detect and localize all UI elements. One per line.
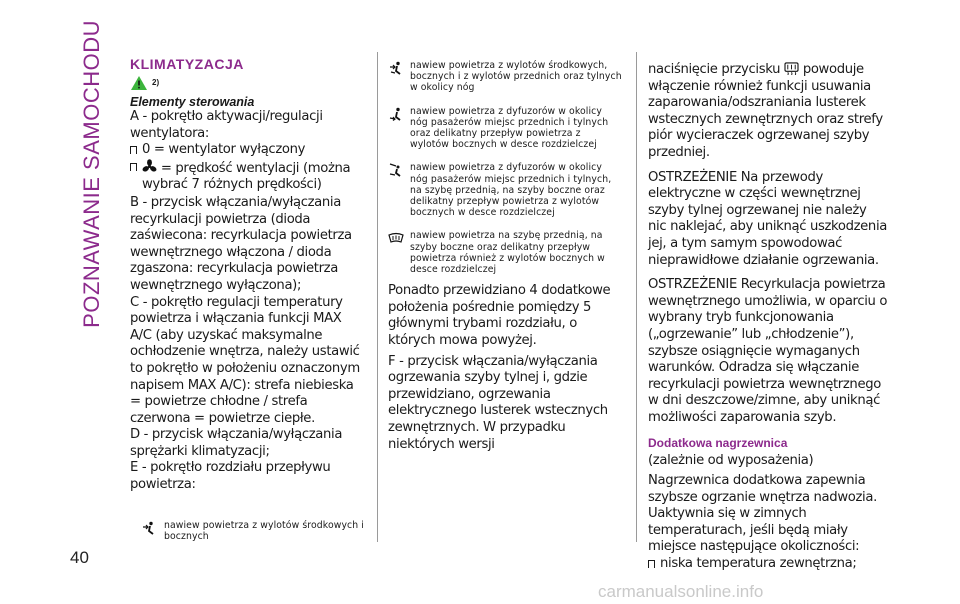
section-heading: KLIMATYZACJA: [130, 56, 244, 72]
warning-reference: [130, 75, 364, 91]
vent-mode-text: nawiew powietrza na szybę przednią, na szyby boczne oraz delikatny przepływ powietrza również z wylotów bocznych w desce rozdzielczej: [410, 230, 605, 276]
addon-heater-subtitle: (zależnie od wyposażenia): [648, 453, 814, 469]
column-1: [130, 56, 364, 542]
bullet-fan-speed-wrap: [142, 159, 364, 194]
vent-mode-face-feet: [388, 60, 622, 94]
vent-mode-text: nawiew powietrza z wylotów środkowych, bocznych i z wylotów przednich oraz tylnych w okolicy nóg: [410, 60, 622, 94]
vent-mode-face: [142, 520, 364, 542]
bullet-marker-icon: [130, 163, 137, 171]
column-divider: [377, 52, 378, 542]
column-divider: [636, 52, 637, 542]
column-3: [648, 62, 888, 573]
item-e: E - pokrętło rozdziału przepływu powietrza:: [130, 460, 331, 493]
page-number: 40: [70, 548, 89, 567]
bullet-low-temp-text: niska temperatura zewnętrzna;: [660, 556, 857, 572]
vent-mode-feet: [388, 106, 622, 151]
addon-heater-text: Nagrzewnica dodatkowa zapewnia szybsze ogrzanie wnętrza nadwozia. Uaktywnia się w zimnych temperaturach, jeśli będą miały miejsce następujące okoliczności:: [648, 473, 877, 555]
vent-mode-defrost: [388, 230, 622, 275]
watermark: carmanualsonline.info: [598, 582, 764, 601]
bullet-fan-off: [130, 142, 364, 159]
subheading: Elementy sterowania: [130, 95, 255, 109]
heated-mirrors-text-a: naciśnięcie przycisku: [648, 62, 781, 77]
bullet-fan-off-text: 0 = wentylator wyłączony: [142, 142, 306, 158]
bullet-fan-speed: [130, 159, 364, 194]
bullet-fan-speed-text: = prędkość wentylacji (można wybrać 7 różnych prędkości): [142, 160, 351, 193]
vent-mode-feet-windshield: [388, 162, 622, 218]
intermediate-positions-text: Ponadto przewidziano 4 dodatkowe położenia pośrednie pomiędzy 5 głównymi trybami rozdziału, o których mowa powyżej.: [388, 283, 611, 349]
item-d: D - przycisk włączania/wyłączania sprężarki klimatyzacji;: [130, 427, 343, 459]
vent-mode-text: nawiew powietrza z dyfuzorów w okolicy nóg pasażerów miejsc przednich i tylnych oraz delikatny przepływ powietrza z wylotów bocznych w desce rozdzielczej: [410, 105, 609, 151]
item-b: B - przycisk włączania/wyłączania recyrkulacji powietrza (dioda zaświecona: recyrkulacja powietrza wewnętrznego włączona / dioda zgaszona: recyrkulacja powietrza wewnętrznego wyłączona);: [130, 194, 352, 293]
heated-mirrors-text: [648, 62, 888, 162]
side-section-title: [72, 20, 112, 328]
bullet-low-temp: [648, 556, 888, 573]
bullet-marker-icon: [648, 560, 655, 568]
vent-mode-face-text: nawiew powietrza z wylotów środkowych i bocznych: [164, 519, 364, 542]
warning-rear-window: OSTRZEŻENIE Na przewody elektryczne w części wewnętrznej szyby tylnej ogrzewanej nie należy nic naklejać, aby uniknąć uszkodzenia jej, a tym samym spowodować nieprawidłowe działanie ogrzewania.: [648, 169, 887, 268]
warning-recirculation: OSTRZEŻENIE Recyrkulacja powietrza wewnętrznego umożliwia, w oparciu o wybrany tryb funkcjonowania („ogrzewanie” lub „chłodzenie”), szybsze osiągnięcie wymaganych warunków. Odradza się włączanie recyrkulacji powietrza wewnętrznego w dni deszczowe/zimne, aby uniknąć możliwości zaparowania szyb.: [648, 277, 888, 425]
column-2: [388, 60, 622, 453]
bullet-marker-icon: [130, 146, 137, 154]
warning-triangle-icon: [130, 75, 148, 91]
item-a: A - pokrętło aktywacji/regulacji wentylatora:: [130, 109, 323, 141]
vent-face-icon: [142, 521, 158, 535]
vent-feet-windshield-icon: [388, 163, 404, 177]
warning-ref-number: 2): [152, 78, 160, 87]
side-section-title-text: POZNAWANIE SAMOCHODU: [79, 20, 104, 328]
heated-mirrors-text-b: powoduje włączenie również funkcji usuwania zaparowania/odszraniania lusterek wstecznych zewnętrznych oraz strefy piór wycieraczek ogrzewanej szyby przedniej.: [648, 62, 883, 160]
vent-mode-text: nawiew powietrza z dyfuzorów w okolicy nóg pasażerów miejsc przednich i tylnych, na szybę przednią, na szyby boczne oraz delikatny przepływ powietrza z wylotów bocznych w desce rozdzielczej: [410, 162, 612, 219]
vent-feet-icon: [388, 107, 404, 121]
item-f: F - przycisk włączania/wyłączania ogrzewania szyby tylnej i, gdzie przewidziano, ogrzewania elektrycznego lusterek wstecznych zewnętrznych. W przypadku niektórych wersji: [388, 353, 608, 452]
defrost-icon: [388, 231, 404, 245]
addon-heater-title: Dodatkowa nagrzewnica: [648, 436, 788, 451]
vent-face-feet-icon: [388, 61, 404, 75]
rear-defrost-icon: [784, 62, 799, 75]
item-c: C - pokrętło regulacji temperatury powietrza i włączania funkcji MAX A/C (aby uzyskać maksymalne ochłodzenie wnętrza, należy ustawić to pokrętło w położeniu oznaczonym napisem MAX A/C): strefa niebieska = powietrze chłodne / strefa czerwona = powietrze ciepłe.: [130, 294, 360, 426]
fan-icon: [142, 159, 157, 174]
